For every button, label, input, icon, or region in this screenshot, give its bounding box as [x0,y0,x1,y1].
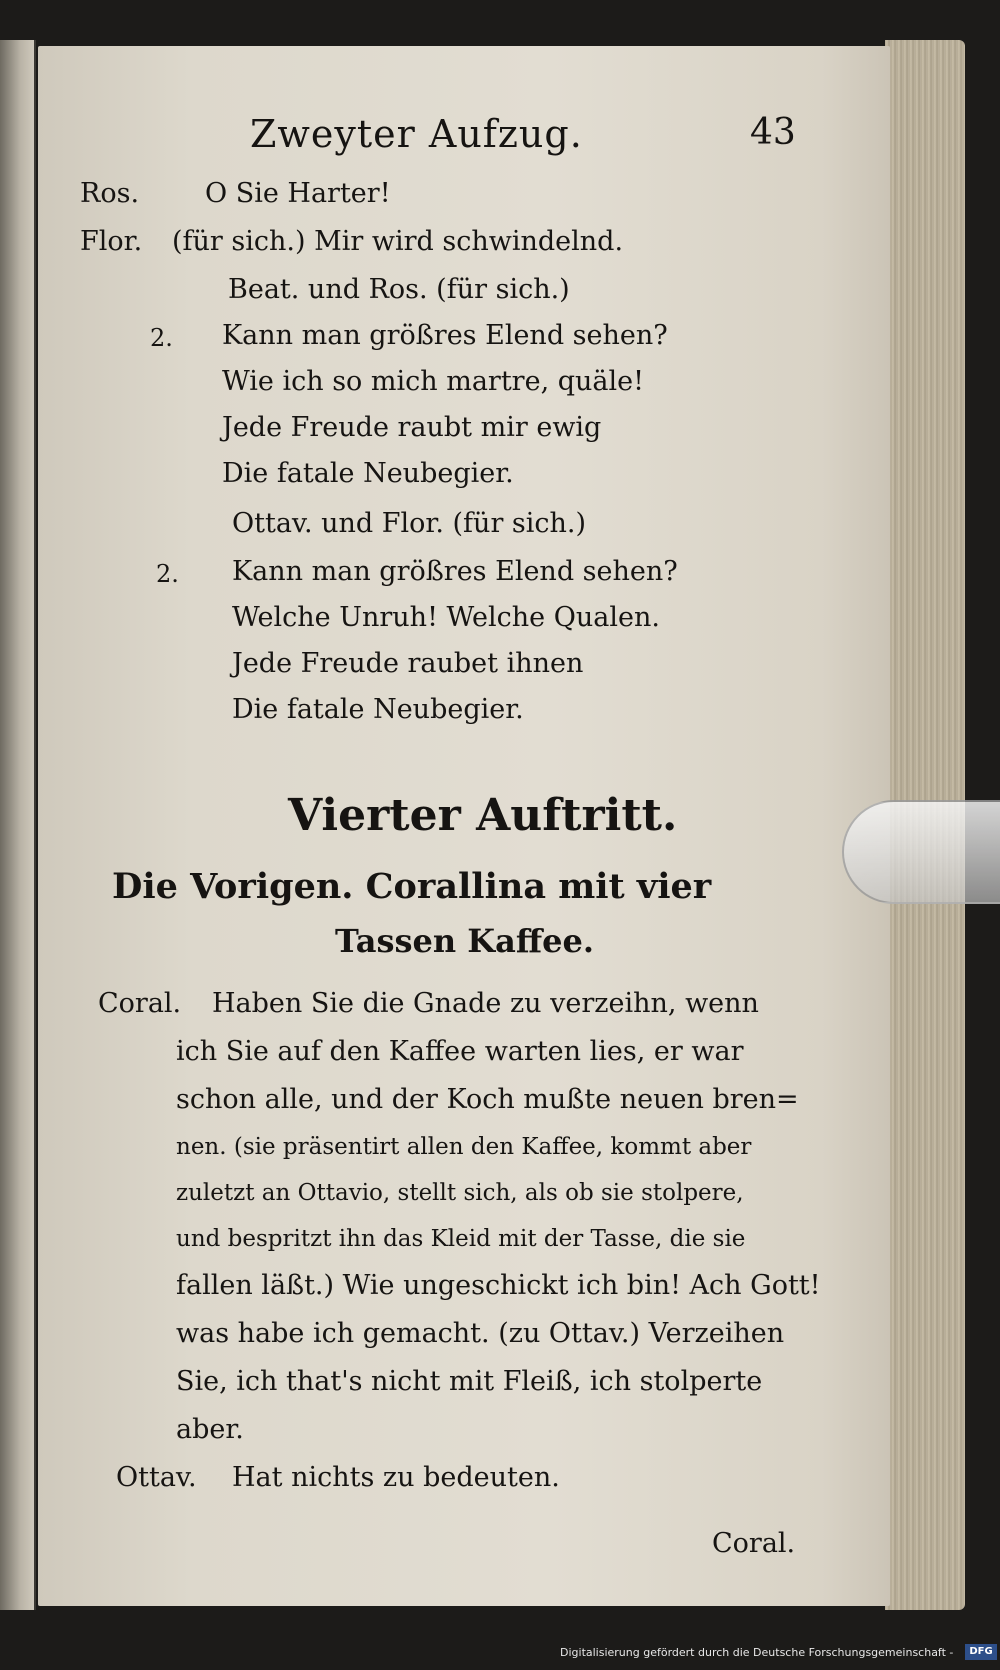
verse-line: Jede Freude raubt mir ewig [222,412,602,443]
page-number: 43 [750,112,796,153]
verse-line: Die fatale Neubegier. [232,694,524,725]
running-header: Zweyter Aufzug. [250,112,583,156]
speaker: Flor. [80,226,143,257]
digitization-credit: Digitalisierung gefördert durch die Deutsche Forschungsgemeinschaft - [560,1646,954,1659]
dfg-logo: DFG [965,1644,997,1660]
facing-page-edge [0,40,36,1610]
speaker: Coral. [98,988,182,1019]
dialogue-line: Hat nichts zu bedeuten. [232,1462,560,1493]
dialogue-line: schon alle, und der Koch mußte neuen bren= [176,1084,799,1115]
verse-line: Jede Freude raubet ihnen [232,648,584,679]
verse-number: 2. [156,560,179,588]
stage-direction: Die Vorigen. Corallina mit vier [112,866,712,907]
verse-line: Welche Unruh! Welche Qualen. [232,602,660,633]
verse-line: Die fatale Neubegier. [222,458,514,489]
scene-heading: Vierter Auftritt. [288,790,678,841]
verse-line: (für sich.) Mir wird schwindelnd. [172,226,624,257]
speaker: Ottav. [116,1462,197,1493]
stage-direction: Tassen Kaffee. [335,922,594,960]
dialogue-line: nen. (sie präsentirt allen den Kaffee, kommt aber [176,1134,752,1160]
verse-line: Wie ich so mich martre, quäle! [222,366,644,397]
dialogue-line: was habe ich gemacht. (zu Ottav.) Verzeihen [176,1318,785,1349]
dialogue-line: ich Sie auf den Kaffee warten lies, er war [176,1036,744,1067]
speaker: Ros. [80,178,140,209]
verse-line: Kann man größres Elend sehen? [232,556,678,587]
page-clip [842,800,1000,904]
dialogue-line: aber. [176,1414,244,1445]
dialogue-line: und bespritzt ihn das Kleid mit der Tasse, die sie [176,1226,746,1252]
verse-line: Kann man größres Elend sehen? [222,320,668,351]
dialogue-line: Sie, ich that's nicht mit Fleiß, ich stolperte [176,1366,763,1397]
dialogue-line: Haben Sie die Gnade zu verzeihn, wenn [212,988,759,1019]
dialogue-line: fallen läßt.) Wie ungeschickt ich bin! Ach Gott! [176,1270,821,1301]
verse-line: Beat. und Ros. (für sich.) [228,274,570,305]
catchword: Coral. [712,1528,796,1559]
verse-line: O Sie Harter! [205,178,391,209]
verse-line: Ottav. und Flor. (für sich.) [232,508,587,539]
verse-number: 2. [150,324,173,352]
dialogue-line: zuletzt an Ottavio, stellt sich, als ob sie stolpere, [176,1180,744,1206]
